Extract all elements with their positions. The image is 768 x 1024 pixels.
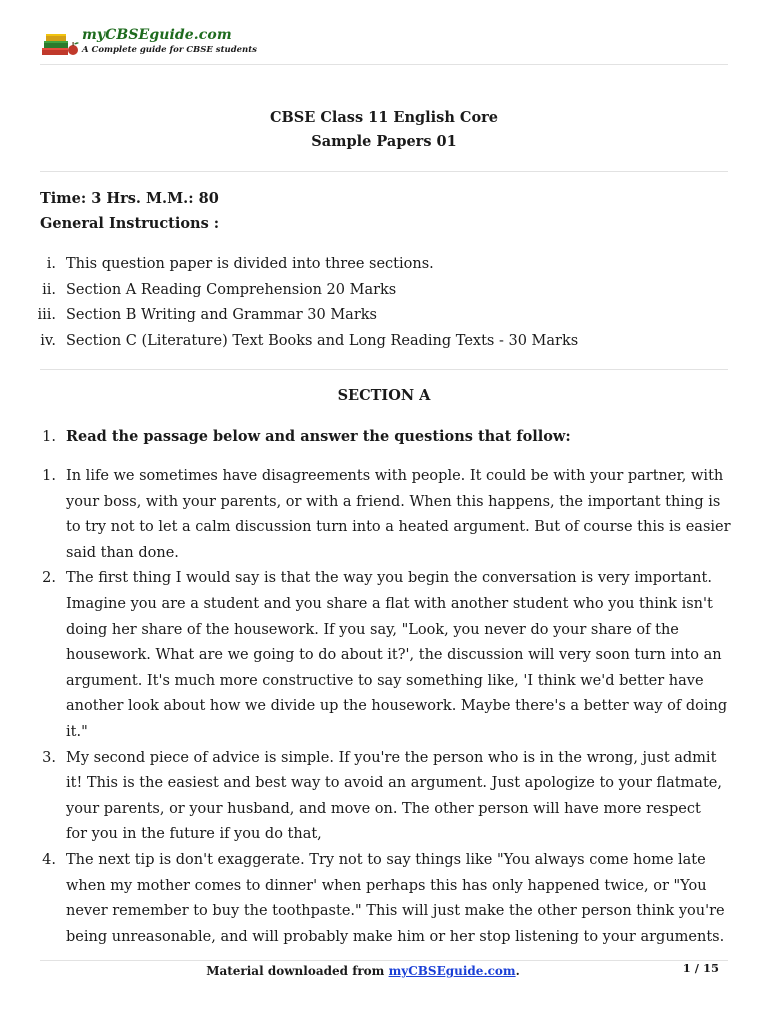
- text-line: My second piece of advice is simple. If you're the person who is in the wrong, just admit: [66, 749, 717, 766]
- paragraph-number: 3.: [42, 749, 56, 766]
- text-line: being unreasonable, and will probably make him or her stop listening to your arguments.: [66, 928, 725, 945]
- text-line: said than done.: [66, 544, 179, 561]
- paragraph-text: [66, 566, 730, 745]
- passage-paragraph: [0, 566, 768, 745]
- text-line: The first thing I would say is that the way you begin the conversation is very important.: [66, 570, 712, 587]
- logo-brand-text: myCBSEguide.com: [82, 27, 232, 43]
- question-text: Read the passage below and answer the questions that follow:: [66, 428, 571, 445]
- list-item: [0, 278, 768, 304]
- paragraph-text: [66, 746, 730, 848]
- list-item-number: i.: [46, 256, 56, 272]
- list-item-number: iv.: [40, 332, 56, 349]
- footer-suffix: .: [515, 964, 520, 978]
- paragraph-text: [66, 464, 730, 566]
- footer-site-link[interactable]: myCBSEguide.com: [388, 964, 516, 978]
- text-line: argument. It's much more constructive to say something like, 'I think we'd better have: [66, 672, 704, 689]
- question-number: 1.: [42, 429, 56, 445]
- text-line: In life we sometimes have disagreements with people. It could be with your partner, with: [66, 468, 724, 484]
- section-divider: [40, 369, 728, 370]
- passage-paragraph: [0, 746, 768, 848]
- text-line: Imagine you are a student and you share a flat with another student who you think isn't: [66, 595, 713, 612]
- text-line: never remember to buy the toothpaste." This will just make the other person think you're: [66, 903, 725, 920]
- footer-divider: [40, 960, 728, 961]
- text-line: your parents, or your husband, and move on. The other person will have more respect: [66, 800, 701, 817]
- list-item-number: ii.: [42, 281, 56, 298]
- text-line: doing her share of the housework. If you say, "Look, you never do your share of the: [66, 621, 679, 638]
- text-line: The next tip is don't exaggerate. Try not to say things like "You always come home late: [66, 851, 706, 868]
- list-item-text: Section C (Literature) Text Books and Long Reading Texts - 30 Marks: [66, 332, 579, 349]
- paragraph-number: 1.: [42, 468, 56, 484]
- document-title: [0, 106, 768, 154]
- list-item: [0, 329, 768, 355]
- passage-list: [0, 464, 768, 950]
- list-item-number: iii.: [37, 307, 56, 324]
- section-heading: SECTION A: [337, 387, 431, 404]
- paragraph-number: 4.: [42, 851, 56, 868]
- footer-credit: [0, 964, 726, 978]
- site-logo[interactable]: [40, 27, 257, 60]
- question-prompt: [0, 425, 768, 449]
- logo-tagline: A Complete guide for CBSE students: [82, 45, 257, 55]
- passage-paragraph: [0, 848, 768, 950]
- page-number: 1 / 15: [682, 961, 719, 975]
- paragraph-number: 2.: [42, 570, 56, 587]
- time-marks: Time: 3 Hrs. M.M.: 80: [40, 190, 219, 207]
- text-line: when my mother comes to dinner' when perhaps this has only happened twice, or "You: [66, 877, 707, 894]
- title-divider: [40, 171, 728, 172]
- list-item: [0, 303, 768, 329]
- instructions-list: [0, 252, 768, 354]
- text-line: your boss, with your parents, or with a friend. When this happens, the important thing is: [66, 493, 721, 510]
- books-logo-icon: [40, 28, 80, 58]
- passage-paragraph: [0, 464, 768, 566]
- list-item-text: Section B Writing and Grammar 30 Marks: [66, 307, 377, 324]
- list-item: [0, 252, 768, 278]
- instructions-heading: General Instructions :: [40, 215, 220, 232]
- paragraph-text: [66, 848, 730, 950]
- list-item-text: This question paper is divided into three sections.: [66, 256, 434, 272]
- text-line: housework. What are we going to do about it?', the discussion will very soon turn into an: [66, 647, 722, 664]
- header-divider: [40, 64, 728, 65]
- list-item-text: Section A Reading Comprehension 20 Marks: [66, 281, 397, 298]
- text-line: to try not to let a calm discussion turn into a heated argument. But of course this is easier: [66, 519, 731, 536]
- title-line-2: Sample Papers 01: [311, 133, 457, 150]
- text-line: another look about how we divide up the housework. Maybe there's a better way of doing: [66, 698, 728, 715]
- title-line-1: CBSE Class 11 English Core: [270, 109, 498, 126]
- text-line: for you in the future if you do that,: [66, 826, 322, 843]
- footer-prefix: Material downloaded from: [206, 964, 389, 978]
- text-line: it! This is the easiest and best way to avoid an argument. Just apologize to your flatmate,: [66, 775, 722, 792]
- text-line: it.": [66, 723, 88, 740]
